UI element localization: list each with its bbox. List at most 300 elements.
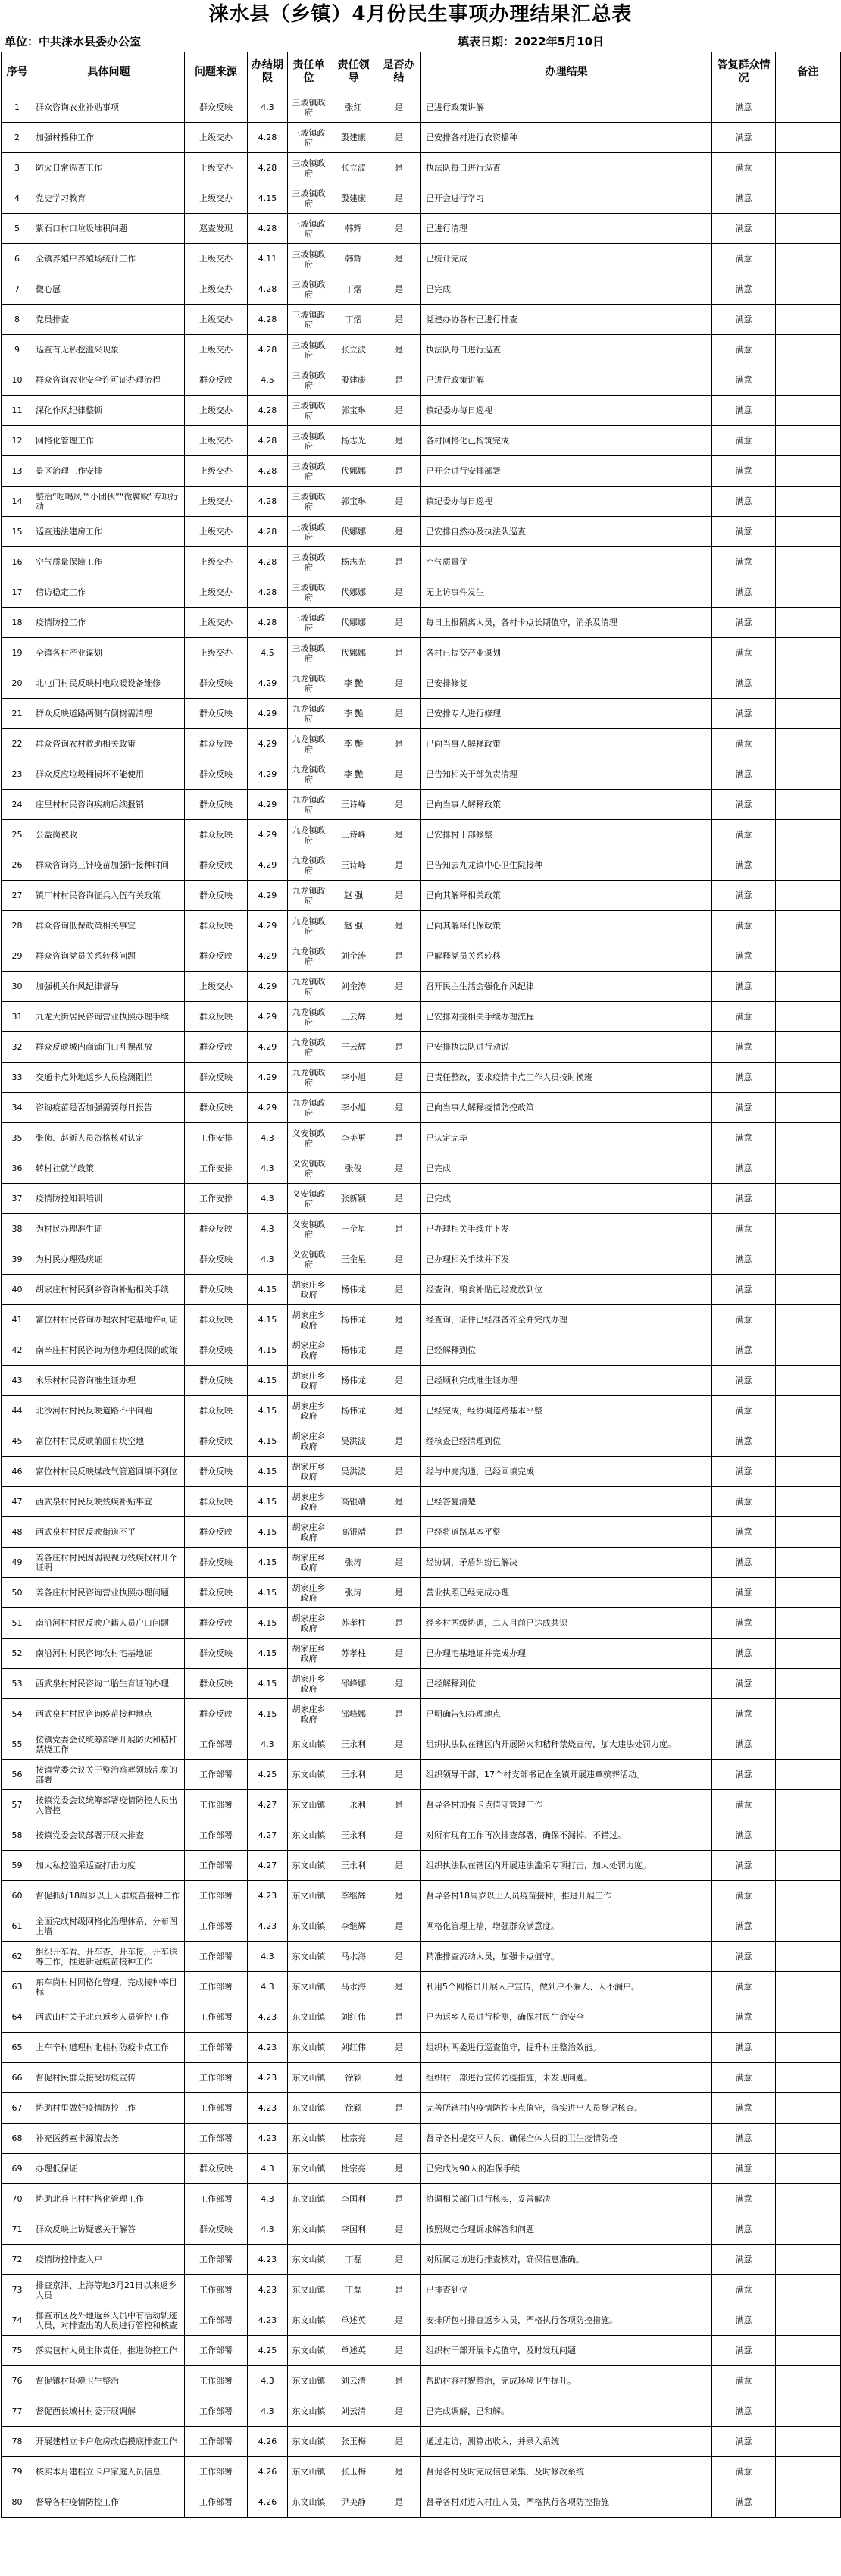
cell-closed: 是 <box>377 1517 421 1548</box>
table-row <box>2 305 841 335</box>
table-row <box>2 1396 841 1426</box>
cell-leader: 王永利 <box>330 1820 377 1851</box>
cell-result: 已完成 <box>421 1153 712 1184</box>
cell-remark <box>776 274 841 305</box>
cell-source: 上级交办 <box>185 517 248 547</box>
cell-unit: 东文山镇 <box>288 2396 330 2427</box>
cell-leader: 刘红伟 <box>330 2002 377 2033</box>
cell-remark <box>776 2366 841 2396</box>
cell-source: 群众反映 <box>185 1669 248 1699</box>
cell-result: 督导各村加强卡点值守管理工作 <box>421 1790 712 1820</box>
cell-remark <box>776 638 841 668</box>
cell-seq: 52 <box>2 1639 33 1669</box>
cell-leader: 张立波 <box>330 153 377 183</box>
header-leader: 责任领导 <box>330 52 377 92</box>
cell-source: 工作部署 <box>185 2033 248 2063</box>
cell-seq: 16 <box>2 547 33 577</box>
cell-leader: 赵 强 <box>330 881 377 911</box>
cell-issue: 全镇各村产业谋划 <box>33 638 185 668</box>
cell-leader: 代娜娜 <box>330 638 377 668</box>
cell-result: 执法队每日进行巡查 <box>421 153 712 183</box>
cell-remark <box>776 2336 841 2366</box>
cell-source: 群众反映 <box>185 1063 248 1093</box>
cell-leader: 刘金涛 <box>330 972 377 1002</box>
cell-reply: 满意 <box>712 941 776 972</box>
cell-seq: 64 <box>2 2002 33 2033</box>
cell-remark <box>776 729 841 759</box>
table-row <box>2 1366 841 1396</box>
cell-reply: 满意 <box>712 608 776 638</box>
cell-remark <box>776 699 841 729</box>
cell-source: 工作部署 <box>185 1790 248 1820</box>
cell-unit: 东文山镇 <box>288 2184 330 2214</box>
cell-leader: 单述英 <box>330 2336 377 2366</box>
cell-unit: 东文山镇 <box>288 2154 330 2184</box>
cell-source: 群众反映 <box>185 1699 248 1729</box>
cell-remark <box>776 2305 841 2336</box>
cell-leader: 韩辉 <box>330 214 377 244</box>
table-row <box>2 1032 841 1063</box>
table-row <box>2 729 841 759</box>
cell-seq: 9 <box>2 335 33 365</box>
cell-deadline: 4.15 <box>248 1396 288 1426</box>
cell-reply: 满意 <box>712 1366 776 1396</box>
cell-deadline: 4.29 <box>248 881 288 911</box>
cell-issue: 群众咨询农业补贴事项 <box>33 92 185 123</box>
cell-leader: 丁熠 <box>330 305 377 335</box>
cell-leader: 尹美静 <box>330 2487 377 2518</box>
cell-source: 群众反映 <box>185 365 248 396</box>
cell-closed: 是 <box>377 2305 421 2336</box>
cell-reply: 满意 <box>712 820 776 850</box>
cell-result: 经乡村两级协调，二人目前已达成共识 <box>421 1608 712 1639</box>
cell-deadline: 4.29 <box>248 972 288 1002</box>
table-body <box>2 92 841 2518</box>
cell-seq: 69 <box>2 2154 33 2184</box>
cell-source: 上级交办 <box>185 972 248 1002</box>
cell-result: 协调相关部门进行核实，妥善解决 <box>421 2184 712 2214</box>
cell-unit: 胡家庄乡政府 <box>288 1608 330 1639</box>
cell-seq: 29 <box>2 941 33 972</box>
table-row <box>2 1305 841 1335</box>
cell-seq: 44 <box>2 1396 33 1426</box>
table-row <box>2 2275 841 2305</box>
table-row <box>2 2366 841 2396</box>
cell-source: 群众反映 <box>185 1335 248 1366</box>
cell-unit: 九龙镇政府 <box>288 699 330 729</box>
cell-seq: 63 <box>2 1972 33 2002</box>
cell-closed: 是 <box>377 1184 421 1214</box>
cell-seq: 13 <box>2 456 33 487</box>
cell-remark <box>776 668 841 699</box>
cell-reply: 满意 <box>712 2275 776 2305</box>
cell-closed: 是 <box>377 1426 421 1457</box>
cell-leader: 马水海 <box>330 1942 377 1972</box>
cell-deadline: 4.29 <box>248 729 288 759</box>
cell-result: 完善所辖村内疫情防控卡点值守，落实进出人员登记核查。 <box>421 2093 712 2124</box>
cell-deadline: 4.29 <box>248 699 288 729</box>
cell-closed: 是 <box>377 365 421 396</box>
cell-remark <box>776 881 841 911</box>
cell-source: 工作部署 <box>185 1760 248 1790</box>
cell-source: 群众反映 <box>185 1578 248 1608</box>
cell-leader: 杜宗亮 <box>330 2124 377 2154</box>
cell-remark <box>776 850 841 881</box>
cell-issue: 永乐村村民咨询准生证办理 <box>33 1366 185 1396</box>
cell-issue: 办理低保证 <box>33 2154 185 2184</box>
cell-leader: 马水海 <box>330 1972 377 2002</box>
table-row <box>2 183 841 214</box>
cell-seq: 65 <box>2 2033 33 2063</box>
cell-reply: 满意 <box>712 547 776 577</box>
cell-closed: 是 <box>377 1639 421 1669</box>
cell-unit: 三坡镇政府 <box>288 183 330 214</box>
cell-seq: 6 <box>2 244 33 274</box>
cell-issue: 为村民办理准生证 <box>33 1214 185 1244</box>
table-row <box>2 668 841 699</box>
cell-closed: 是 <box>377 547 421 577</box>
cell-result: 经协调，矛盾纠纷已解决 <box>421 1548 712 1578</box>
cell-result: 已安排修复 <box>421 668 712 699</box>
cell-unit: 东文山镇 <box>288 2275 330 2305</box>
cell-closed: 是 <box>377 2427 421 2457</box>
cell-reply: 满意 <box>712 2366 776 2396</box>
cell-seq: 60 <box>2 1881 33 1911</box>
cell-issue: 张侦、赵新人员资格核对认定 <box>33 1123 185 1153</box>
cell-deadline: 4.23 <box>248 2093 288 2124</box>
cell-remark <box>776 153 841 183</box>
cell-leader: 李 艷 <box>330 729 377 759</box>
cell-deadline: 4.28 <box>248 456 288 487</box>
cell-seq: 1 <box>2 92 33 123</box>
cell-remark <box>776 1093 841 1123</box>
cell-unit: 东文山镇 <box>288 2214 330 2245</box>
cell-remark <box>776 1911 841 1942</box>
cell-issue: 按镇党委会议部署开展大排查 <box>33 1820 185 1851</box>
table-row <box>2 1214 841 1244</box>
cell-closed: 是 <box>377 668 421 699</box>
cell-reply: 满意 <box>712 1002 776 1032</box>
cell-closed: 是 <box>377 608 421 638</box>
cell-unit: 三坡镇政府 <box>288 92 330 123</box>
cell-closed: 是 <box>377 790 421 820</box>
cell-reply: 满意 <box>712 1790 776 1820</box>
cell-issue: 群众咨询农村救助相关政策 <box>33 729 185 759</box>
cell-closed: 是 <box>377 1760 421 1790</box>
cell-issue: 协助村里做好疫情防控工作 <box>33 2093 185 2124</box>
cell-closed: 是 <box>377 729 421 759</box>
cell-deadline: 4.3 <box>248 2154 288 2184</box>
cell-closed: 是 <box>377 1548 421 1578</box>
cell-remark <box>776 1487 841 1517</box>
header-source: 问题来源 <box>185 52 248 92</box>
cell-closed: 是 <box>377 1820 421 1851</box>
cell-reply: 满意 <box>712 1760 776 1790</box>
table-row <box>2 759 841 790</box>
cell-reply: 满意 <box>712 1548 776 1578</box>
cell-seq: 34 <box>2 1093 33 1123</box>
cell-leader: 刘云清 <box>330 2396 377 2427</box>
table-row <box>2 1426 841 1457</box>
table-row <box>2 2154 841 2184</box>
cell-reply: 满意 <box>712 1669 776 1699</box>
cell-source: 工作部署 <box>185 1911 248 1942</box>
cell-unit: 九龙镇政府 <box>288 790 330 820</box>
cell-reply: 满意 <box>712 1335 776 1366</box>
cell-deadline: 4.3 <box>248 1184 288 1214</box>
cell-result: 镇纪委办每日巡视 <box>421 487 712 517</box>
cell-issue: 富位村村民反映前面有块空地 <box>33 1426 185 1457</box>
cell-unit: 九龙镇政府 <box>288 759 330 790</box>
cell-closed: 是 <box>377 699 421 729</box>
cell-issue: 督促抓好18周岁以上人群疫苗接种工作 <box>33 1881 185 1911</box>
cell-deadline: 4.15 <box>248 1669 288 1699</box>
table-row <box>2 1760 841 1790</box>
cell-issue: 群众咨询农业安全许可证办理流程 <box>33 365 185 396</box>
cell-remark <box>776 1669 841 1699</box>
cell-reply: 满意 <box>712 972 776 1002</box>
cell-closed: 是 <box>377 244 421 274</box>
cell-seq: 75 <box>2 2336 33 2366</box>
table-row <box>2 850 841 881</box>
cell-result: 已进行清理 <box>421 214 712 244</box>
cell-unit: 三坡镇政府 <box>288 608 330 638</box>
cell-unit: 东文山镇 <box>288 2487 330 2518</box>
cell-result: 已开会进行安排部署 <box>421 456 712 487</box>
cell-result: 已完成 <box>421 274 712 305</box>
cell-deadline: 4.23 <box>248 2063 288 2093</box>
cell-reply: 满意 <box>712 1184 776 1214</box>
cell-source: 工作部署 <box>185 2457 248 2487</box>
cell-result: 执法队每日进行巡查 <box>421 335 712 365</box>
cell-seq: 39 <box>2 1244 33 1275</box>
cell-leader: 王云辉 <box>330 1032 377 1063</box>
cell-remark <box>776 2245 841 2275</box>
cell-closed: 是 <box>377 123 421 153</box>
cell-closed: 是 <box>377 2487 421 2518</box>
table-row <box>2 699 841 729</box>
cell-unit: 义安镇政府 <box>288 1214 330 1244</box>
cell-seq: 22 <box>2 729 33 759</box>
cell-reply: 满意 <box>712 2093 776 2124</box>
cell-issue: 加大私挖滥采巡查打击力度 <box>33 1851 185 1881</box>
cell-remark <box>776 547 841 577</box>
table-row <box>2 2245 841 2275</box>
cell-leader: 王诗峰 <box>330 790 377 820</box>
cell-deadline: 4.23 <box>248 1911 288 1942</box>
cell-deadline: 4.28 <box>248 396 288 426</box>
cell-leader: 李小旭 <box>330 1063 377 1093</box>
cell-closed: 是 <box>377 214 421 244</box>
cell-leader: 郭宝琳 <box>330 396 377 426</box>
cell-issue: 镇厂村村民咨询征兵入伍有关政策 <box>33 881 185 911</box>
cell-result: 经查询，证件已经准备齐全并完成办理 <box>421 1305 712 1335</box>
cell-issue: 东车岗村村网格化管理，完成接种率目标 <box>33 1972 185 2002</box>
cell-unit: 三坡镇政府 <box>288 547 330 577</box>
cell-deadline: 4.28 <box>248 274 288 305</box>
cell-seq: 57 <box>2 1790 33 1820</box>
cell-remark <box>776 396 841 426</box>
cell-closed: 是 <box>377 2033 421 2063</box>
cell-leader: 韩辉 <box>330 244 377 274</box>
cell-leader: 杨志光 <box>330 426 377 456</box>
cell-unit: 胡家庄乡政府 <box>288 1275 330 1305</box>
cell-seq: 21 <box>2 699 33 729</box>
table-row <box>2 274 841 305</box>
cell-seq: 11 <box>2 396 33 426</box>
cell-closed: 是 <box>377 1032 421 1063</box>
cell-remark <box>776 1942 841 1972</box>
cell-source: 群众反映 <box>185 1517 248 1548</box>
cell-seq: 61 <box>2 1911 33 1942</box>
cell-deadline: 4.3 <box>248 2184 288 2214</box>
cell-deadline: 4.15 <box>248 1335 288 1366</box>
cell-seq: 7 <box>2 274 33 305</box>
cell-seq: 15 <box>2 517 33 547</box>
cell-result: 经与中亮沟通，已经回填完成 <box>421 1457 712 1487</box>
cell-seq: 20 <box>2 668 33 699</box>
table-row <box>2 1699 841 1729</box>
table-row <box>2 1457 841 1487</box>
cell-seq: 24 <box>2 790 33 820</box>
cell-deadline: 4.28 <box>248 123 288 153</box>
cell-result: 已告知去九龙镇中心卫生院接种 <box>421 850 712 881</box>
cell-issue: 巡查违法建房工作 <box>33 517 185 547</box>
cell-source: 工作部署 <box>185 2093 248 2124</box>
cell-seq: 35 <box>2 1123 33 1153</box>
cell-closed: 是 <box>377 1063 421 1093</box>
cell-closed: 是 <box>377 153 421 183</box>
table-row <box>2 1942 841 1972</box>
cell-source: 群众反映 <box>185 820 248 850</box>
cell-closed: 是 <box>377 274 421 305</box>
cell-remark <box>776 1578 841 1608</box>
cell-result: 精准排查流动人员，加强卡点值守。 <box>421 1942 712 1972</box>
cell-seq: 62 <box>2 1942 33 1972</box>
cell-unit: 九龙镇政府 <box>288 668 330 699</box>
cell-closed: 是 <box>377 1214 421 1244</box>
cell-reply: 满意 <box>712 2184 776 2214</box>
cell-unit: 三坡镇政府 <box>288 214 330 244</box>
cell-unit: 东文山镇 <box>288 1729 330 1760</box>
cell-closed: 是 <box>377 2124 421 2154</box>
cell-closed: 是 <box>377 577 421 608</box>
cell-seq: 4 <box>2 183 33 214</box>
cell-issue: 西武泉村村民反映街道不平 <box>33 1517 185 1548</box>
cell-remark <box>776 608 841 638</box>
table-row <box>2 1820 841 1851</box>
cell-unit: 东文山镇 <box>288 2245 330 2275</box>
cell-closed: 是 <box>377 1153 421 1184</box>
cell-issue: 按镇党委会议关于整治殡葬领域乱象的部署 <box>33 1760 185 1790</box>
cell-remark <box>776 1729 841 1760</box>
cell-unit: 九龙镇政府 <box>288 881 330 911</box>
cell-source: 群众反映 <box>185 1608 248 1639</box>
cell-leader: 李 艷 <box>330 759 377 790</box>
cell-seq: 68 <box>2 2124 33 2154</box>
table-row <box>2 1487 841 1517</box>
cell-leader: 王云辉 <box>330 1002 377 1032</box>
info-bar <box>0 29 841 52</box>
cell-issue: 巡查有无私挖滥采现象 <box>33 335 185 365</box>
cell-reply: 满意 <box>712 2214 776 2245</box>
cell-closed: 是 <box>377 1335 421 1366</box>
header-reply: 答复群众情况 <box>712 52 776 92</box>
cell-closed: 是 <box>377 517 421 547</box>
cell-issue: 转村社就学政策 <box>33 1153 185 1184</box>
cell-closed: 是 <box>377 2184 421 2214</box>
cell-deadline: 4.29 <box>248 668 288 699</box>
cell-unit: 义安镇政府 <box>288 1244 330 1275</box>
cell-remark <box>776 1184 841 1214</box>
cell-unit: 胡家庄乡政府 <box>288 1457 330 1487</box>
cell-unit: 胡家庄乡政府 <box>288 1487 330 1517</box>
table-row <box>2 1002 841 1032</box>
cell-result: 已告知相关干部负责清理 <box>421 759 712 790</box>
cell-source: 工作部署 <box>185 2336 248 2366</box>
cell-unit: 胡家庄乡政府 <box>288 1639 330 1669</box>
cell-closed: 是 <box>377 850 421 881</box>
table-row <box>2 1790 841 1820</box>
cell-remark <box>776 2033 841 2063</box>
cell-issue: 西武山村关于北京返乡人员管控工作 <box>33 2002 185 2033</box>
cell-remark <box>776 2063 841 2093</box>
cell-reply: 满意 <box>712 487 776 517</box>
cell-issue: 督促西长域村村委开展调解 <box>33 2396 185 2427</box>
cell-issue: 督促村民群众接受防疫宣传 <box>33 2063 185 2093</box>
cell-reply: 满意 <box>712 1881 776 1911</box>
cell-remark <box>776 2487 841 2518</box>
cell-deadline: 4.29 <box>248 1063 288 1093</box>
cell-remark <box>776 1244 841 1275</box>
table-row <box>2 2457 841 2487</box>
table-row <box>2 2093 841 2124</box>
cell-source: 上级交办 <box>185 396 248 426</box>
cell-closed: 是 <box>377 1881 421 1911</box>
cell-issue: 胡家庄村村民到乡咨询补贴相关手续 <box>33 1275 185 1305</box>
cell-issue: 富位村村民咨询办理农村宅基地许可证 <box>33 1305 185 1335</box>
cell-result: 已责任整改，要求疫情卡点工作人员按时换班 <box>421 1063 712 1093</box>
cell-issue: 公益岗被收 <box>33 820 185 850</box>
cell-deadline: 4.15 <box>248 1578 288 1608</box>
cell-issue: 排查京津、上海等地3月21日以来返乡人员 <box>33 2275 185 2305</box>
cell-unit: 三坡镇政府 <box>288 153 330 183</box>
table-row <box>2 1275 841 1305</box>
cell-reply: 满意 <box>712 790 776 820</box>
cell-leader: 李小旭 <box>330 1093 377 1123</box>
cell-leader: 张俊 <box>330 1153 377 1184</box>
cell-deadline: 4.28 <box>248 487 288 517</box>
table-row <box>2 123 841 153</box>
cell-deadline: 4.3 <box>248 1972 288 2002</box>
header-deadline: 办结期限 <box>248 52 288 92</box>
cell-seq: 36 <box>2 1153 33 1184</box>
cell-remark <box>776 183 841 214</box>
cell-issue: 群众反映上访疑惑关于解答 <box>33 2214 185 2245</box>
cell-issue: 党史学习教育 <box>33 183 185 214</box>
table-row <box>2 426 841 456</box>
table-row <box>2 2063 841 2093</box>
cell-result: 已开会进行学习 <box>421 183 712 214</box>
header-closed: 是否办结 <box>377 52 421 92</box>
cell-leader: 王永利 <box>330 1760 377 1790</box>
cell-deadline: 4.15 <box>248 1517 288 1548</box>
cell-result: 已经将道路基本平整 <box>421 1517 712 1548</box>
cell-seq: 72 <box>2 2245 33 2275</box>
cell-leader: 李 艷 <box>330 699 377 729</box>
cell-closed: 是 <box>377 1942 421 1972</box>
cell-unit: 胡家庄乡政府 <box>288 1305 330 1335</box>
